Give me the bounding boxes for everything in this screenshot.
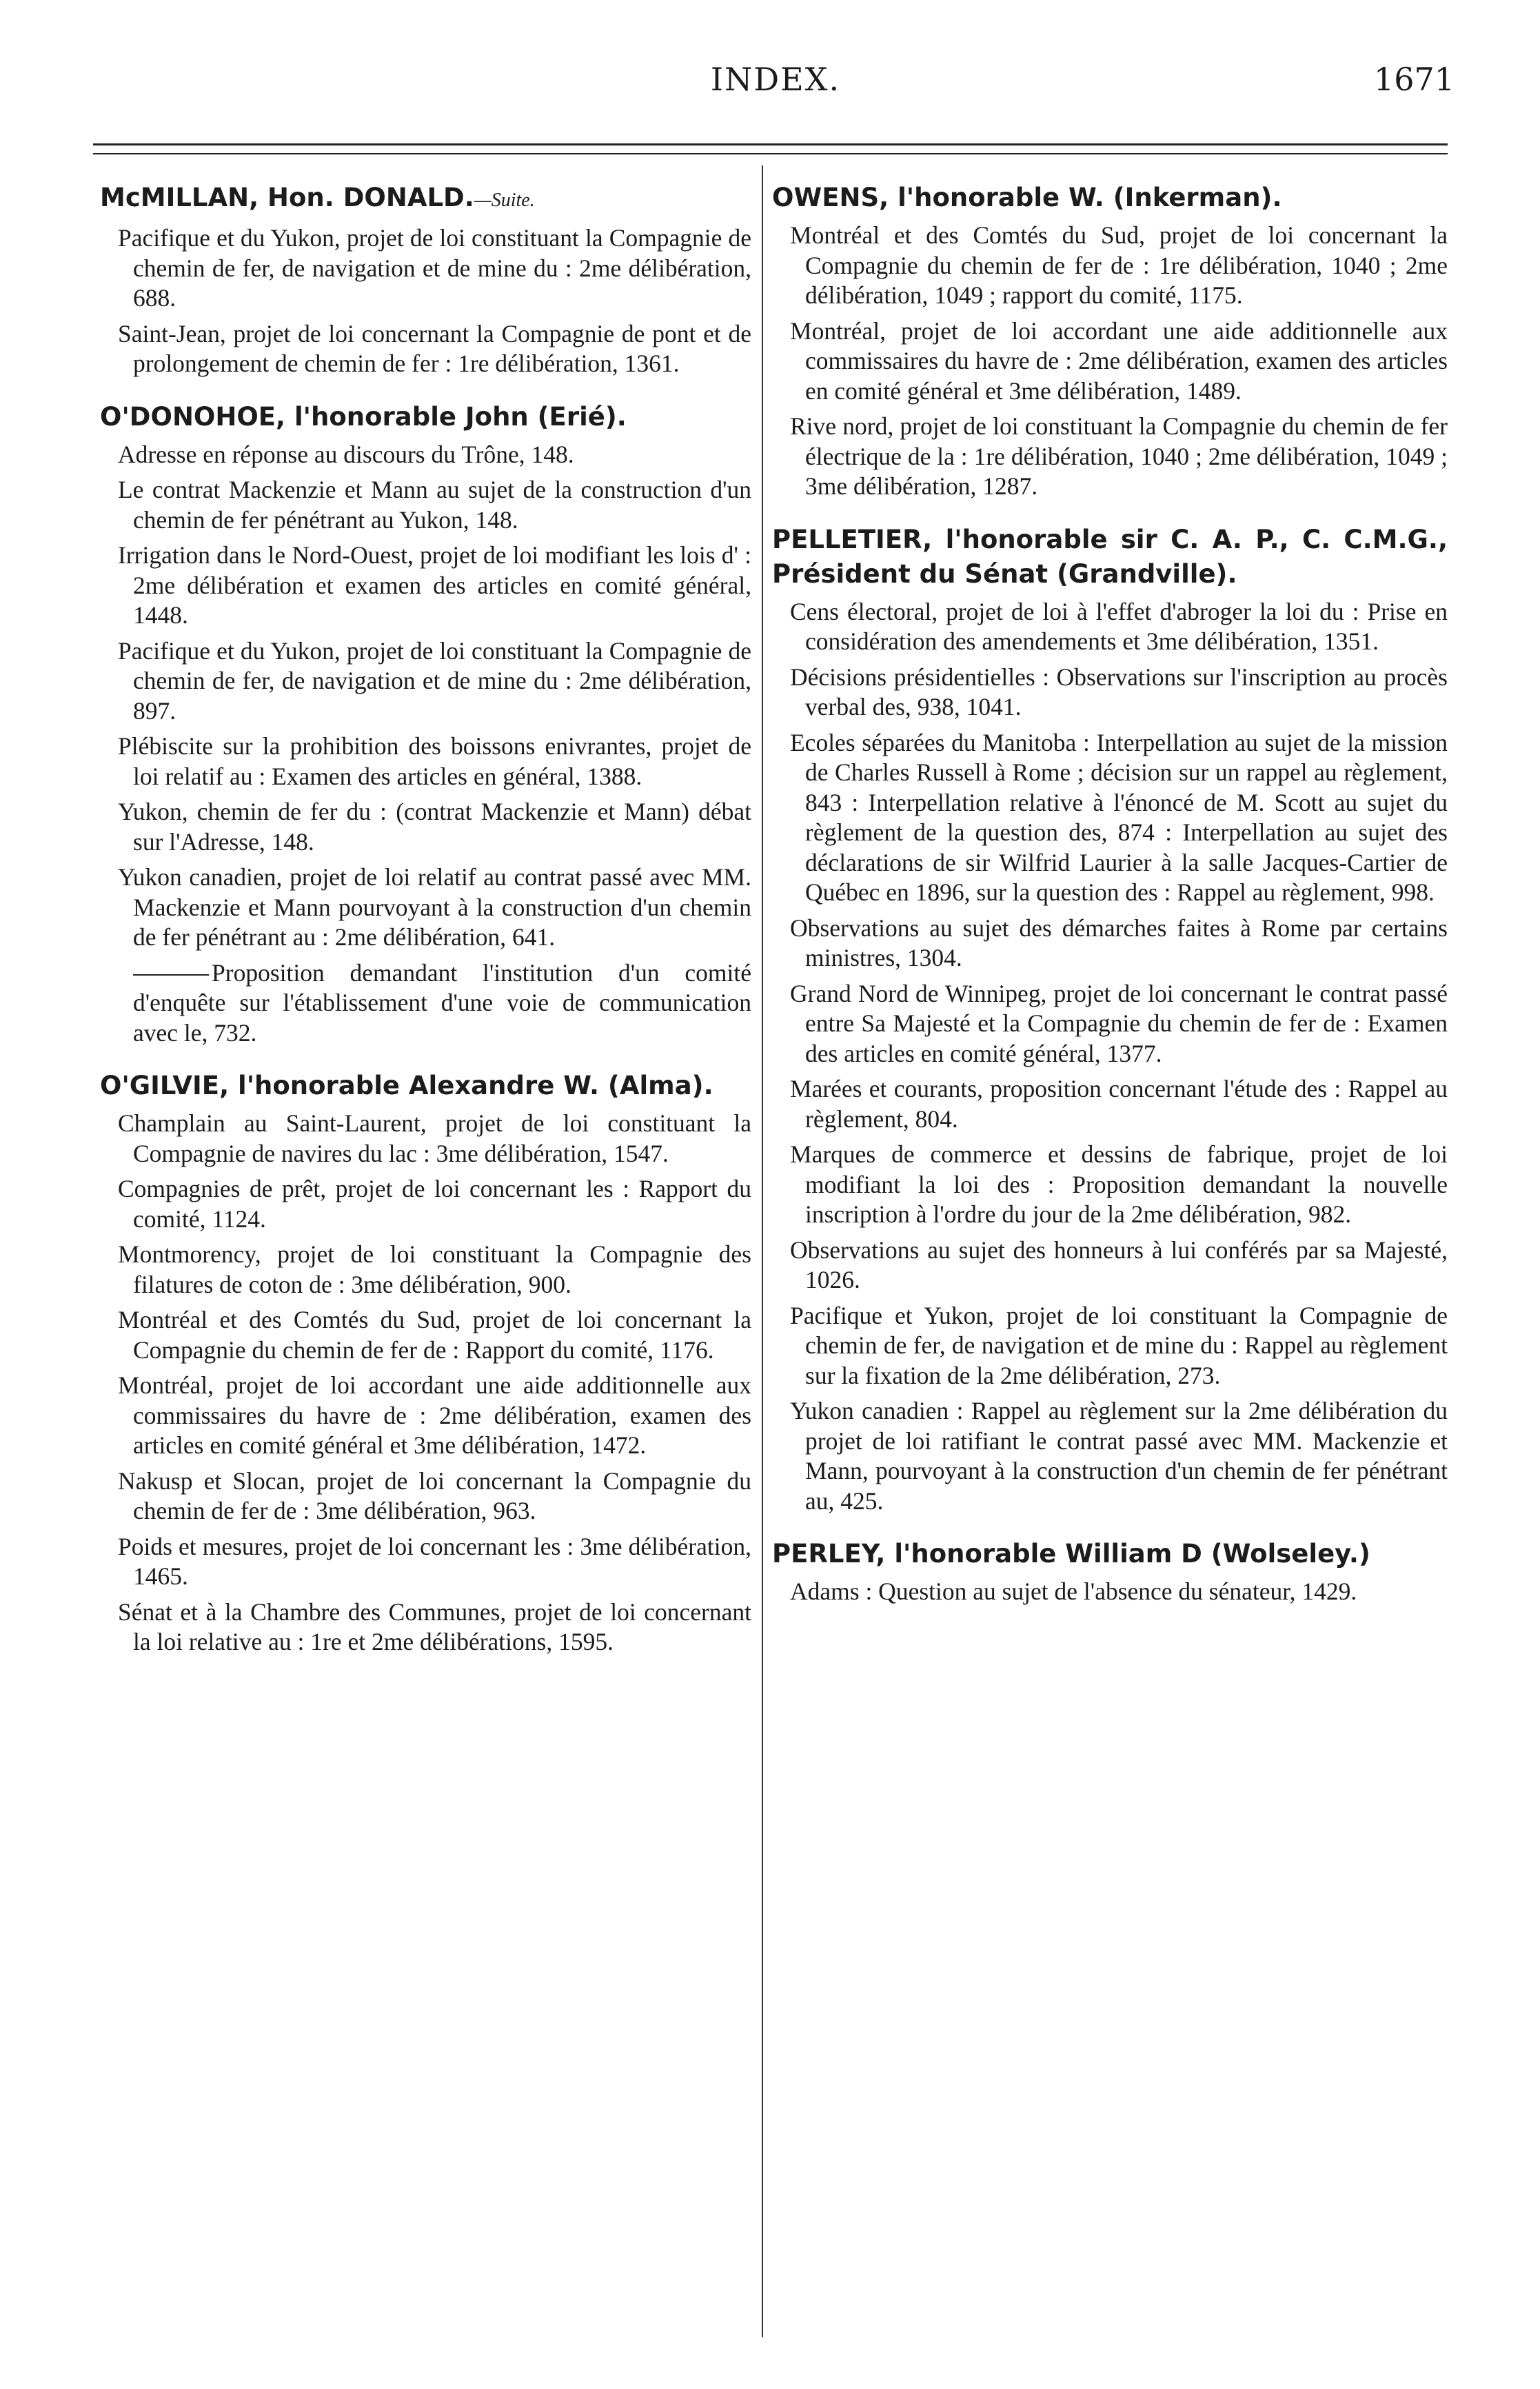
dash-rule <box>133 974 209 976</box>
list-item: Poids et mesures, projet de loi concernant les : 3me délibération, 1465. <box>118 1532 751 1590</box>
header-rule <box>93 143 1448 145</box>
list-item: Pacifique et du Yukon, projet de loi constituant la Compagnie de chemin de fer, de navigation et de mine du : 2me délibération, 688. <box>118 224 751 312</box>
entry-items <box>100 223 751 379</box>
list-item: Observations au sujet des démarches faites à Rome par certains ministres, 1304. <box>790 914 1448 971</box>
column-divider <box>762 165 763 2337</box>
list-item: Montréal et des Comtés du Sud, projet de loi concernant la Compagnie du chemin de fer de : 1re délibération, 1040 ; 2me délibération, 1049 ; rapport du comité, 1175. <box>790 221 1448 309</box>
entry-heading: PELLETIER, l'honorable sir C. A. P., C. C.M.G., Président du Sénat (Grandville). <box>772 524 1448 589</box>
list-item: Saint-Jean, projet de loi concernant la Compagnie de pont et de prolongement de chemin de fer : 1re délibération, 1361. <box>118 319 751 377</box>
list-item: Pacifique et du Yukon, projet de loi constituant la Compagnie de chemin de fer, de navigation et de mine du : 2me délibération, 897. <box>118 636 751 725</box>
entry-heading: O'GILVIE, l'honorable Alexandre W. (Alma). <box>100 1071 713 1100</box>
list-item: Le contrat Mackenzie et Mann au sujet de la construction d'un chemin de fer pénétrant au Yukon, 148. <box>118 476 751 534</box>
entry-suffix: —Suite. <box>474 190 535 211</box>
list-item: Montréal, projet de loi accordant une aide additionnelle aux commissaires du havre de : 2me délibération, examen des articles en comité général et 3me délibération, 1489. <box>790 316 1448 405</box>
list-item: Yukon canadien : Rappel au règlement sur la 2me délibération du projet de loi ratifiant le contrat passé avec MM. Mackenzie et Mann, pourvoyant à la construction d'un chemin de fer pénétrant au, 425. <box>790 1397 1448 1515</box>
entry-items <box>100 440 751 1049</box>
entry-items <box>772 221 1448 502</box>
entry-items <box>772 597 1448 1517</box>
entry-items <box>772 1577 1448 1607</box>
list-item: Compagnies de prêt, projet de loi concernant les : Rapport du comité, 1124. <box>118 1175 751 1233</box>
index-entry-ogilvie <box>100 1069 751 1657</box>
index-entry-perley <box>772 1537 1448 1607</box>
list-item: Grand Nord de Winnipeg, projet de loi concernant le contrat passé entre Sa Majesté et la Compagnie du chemin de fer de : Examen des articles en comité général, 1377. <box>790 979 1448 1067</box>
list-item: Rive nord, projet de loi constituant la Compagnie du chemin de fer électrique de la : 1re délibération, 1040 ; 2me délibération, 1049 ; 3me délibération, 1287. <box>790 412 1448 500</box>
list-item: Adresse en réponse au discours du Trône, 148. <box>118 440 574 468</box>
list-item: Montréal, projet de loi accordant une aide additionnelle aux commissaires du havre de : 2me délibération, examen des articles en comité général et 3me délibération, 1472. <box>118 1371 751 1459</box>
list-item: Montmorency, projet de loi constituant la Compagnie des filatures de coton de : 3me délibération, 900. <box>118 1240 751 1298</box>
entry-heading: O'DONOHOE, l'honorable John (Erié). <box>100 401 627 432</box>
entry-name: McMILLAN, Hon. DONALD. <box>100 183 474 212</box>
entry-heading <box>100 181 751 218</box>
sub-item-text: Proposition demandant l'institution d'un comité d'enquête sur l'établissement d'une voie de communication avec le, 732. <box>133 958 751 1047</box>
page-number: 1671 <box>1373 61 1455 98</box>
list-item: Ecoles séparées du Manitoba : Interpellation au sujet de la mission de Charles Russell à Rome ; décision sur un rappel au règlement, 843 : Interpellation relative à l'énoncé de M. Scott au sujet du règlement de la question des, 874 : Interpellation au sujet des déclarations de sir Wilfrid Laurier à la salle Jacques-Cartier de Québec en 1896, sur la question des : Rappel au règlement, 998. <box>790 728 1448 906</box>
right-column <box>772 181 1448 1628</box>
list-item: Plébiscite sur la prohibition des boissons enivrantes, projet de loi relatif au : Examen des articles en général, 1388. <box>118 732 751 790</box>
entry-heading: PERLEY, l'honorable William D (Wolseley.) <box>772 1539 1370 1569</box>
list-item: Yukon canadien, projet de loi relatif au contrat passé avec MM. Mackenzie et Mann pourvoyant à la construction d'un chemin de fer pénétrant au : 2me délibération, 641. <box>118 863 751 951</box>
index-entry-mcmillan <box>100 181 751 379</box>
index-entry-owens <box>772 181 1448 502</box>
entry-items <box>100 1109 751 1657</box>
page-header <box>97 61 1455 116</box>
index-entry-pelletier <box>772 523 1448 1517</box>
list-item: Nakusp et Slocan, projet de loi concernant la Compagnie du chemin de fer de : 3me délibération, 963. <box>118 1466 751 1524</box>
list-item: Adams : Question au sujet de l'absence du sénateur, 1429. <box>790 1577 1357 1605</box>
index-entry-odonohoe <box>100 400 751 1049</box>
list-item: Irrigation dans le Nord-Ouest, projet de loi modifiant les lois d' : 2me délibération et examen des articles en comité général, 1448. <box>118 541 751 629</box>
header-rule-thin <box>93 153 1448 154</box>
list-item: Observations au sujet des honneurs à lui conférés par sa Majesté, 1026. <box>790 1236 1448 1293</box>
entry-heading: OWENS, l'honorable W. (Inkerman). <box>772 183 1282 212</box>
list-item: Montréal et des Comtés du Sud, projet de loi concernant la Compagnie du chemin de fer de : Rapport du comité, 1176. <box>118 1306 751 1364</box>
page-title: INDEX. <box>710 61 841 98</box>
list-item: Champlain au Saint-Laurent, projet de loi constituant la Compagnie de navires du lac : 3me délibération, 1547. <box>118 1109 751 1167</box>
list-item: Marques de commerce et dessins de fabrique, projet de loi modifiant la loi des : Proposition demandant la nouvelle inscription à l'ordre du jour de la 2me délibération, 982. <box>790 1140 1448 1228</box>
list-item: Sénat et à la Chambre des Communes, projet de loi concernant la loi relative au : 1re et 2me délibérations, 1595. <box>118 1597 751 1655</box>
list-item: Marées et courants, proposition concernant l'étude des : Rappel au règlement, 804. <box>790 1075 1448 1133</box>
list-item: Yukon, chemin de fer du : (contrat Mackenzie et Mann) débat sur l'Adresse, 148. <box>118 798 751 856</box>
list-item: Cens électoral, projet de loi à l'effet d'abroger la loi du : Prise en considération des amendements et 3me délibération, 1351. <box>790 597 1448 655</box>
left-column <box>100 181 751 1678</box>
sub-list-item <box>100 958 751 1049</box>
list-item: Décisions présidentielles : Observations sur l'inscription au procès verbal des, 938, 1041. <box>790 663 1448 720</box>
list-item: Pacifique et Yukon, projet de loi constituant la Compagnie de chemin de fer, de navigation et de mine du : Rappel au règlement sur la fixation de la 2me délibération, 273. <box>790 1301 1448 1389</box>
